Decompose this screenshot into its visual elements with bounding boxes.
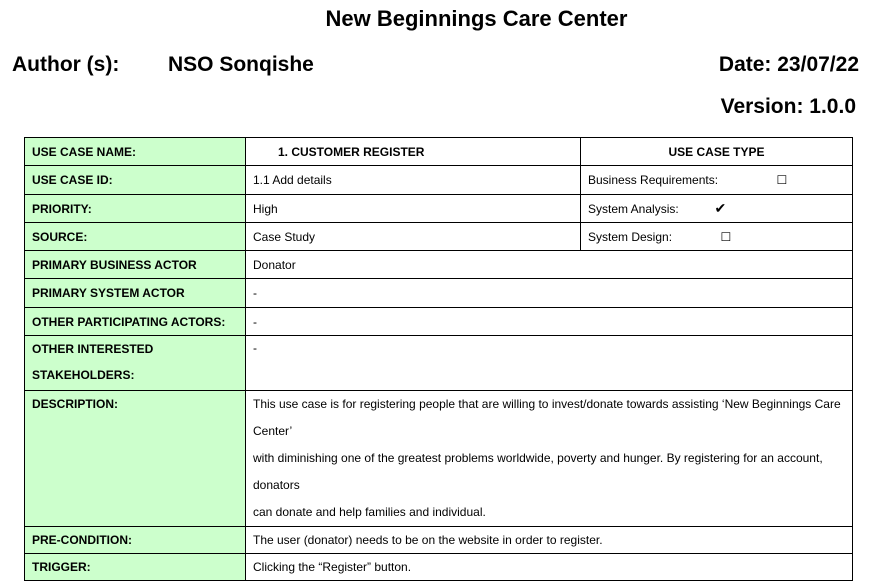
- other-interested-stakeholders-value: -: [246, 336, 853, 391]
- source-value: Case Study: [246, 223, 581, 251]
- table-row: [25, 166, 853, 195]
- table-row: [25, 223, 853, 251]
- use-case-type-header: USE CASE TYPE: [581, 138, 853, 166]
- primary-system-actor-label: PRIMARY SYSTEM ACTOR: [25, 279, 246, 308]
- other-participating-actors-value: -: [246, 308, 853, 336]
- table-row: [25, 138, 853, 166]
- description-line: This use case is for registering people that are willing to invest/donate towards assisting ‘New Beginnings Care Center’: [253, 397, 841, 438]
- empty-checkbox-icon: ☐: [776, 173, 788, 187]
- table-row: [25, 554, 853, 581]
- table-row: [25, 391, 853, 527]
- primary-business-actor-label: PRIMARY BUSINESS ACTOR: [25, 251, 246, 279]
- author-label: Author (s):: [12, 53, 120, 76]
- table-row: [25, 279, 853, 308]
- source-label: SOURCE:: [25, 223, 246, 251]
- table-row: [25, 195, 853, 223]
- precondition-value: The user (donator) needs to be on the website in order to register.: [246, 527, 853, 554]
- document-title: New Beginnings Care Center: [325, 6, 628, 31]
- use-case-table: [24, 137, 853, 581]
- priority-label: PRIORITY:: [25, 195, 246, 223]
- description-value: [246, 391, 853, 527]
- table-row: [25, 527, 853, 554]
- empty-checkbox-icon: ☐: [720, 229, 732, 244]
- business-requirements-checkbox: [777, 166, 853, 195]
- document-version: Version: 1.0.0: [720, 95, 856, 118]
- use-case-name-value: 1. CUSTOMER REGISTER: [246, 138, 581, 166]
- table-row: [25, 308, 853, 336]
- business-requirements-label: Business Requirements:: [581, 166, 777, 195]
- checkmark-icon: ✔: [714, 200, 727, 216]
- other-interested-label-line: OTHER INTERESTED: [32, 342, 154, 356]
- document-date: Date: 23/07/22: [718, 53, 859, 76]
- system-analysis-checkbox: [714, 195, 853, 223]
- trigger-value: Clicking the “Register” button.: [246, 554, 853, 581]
- priority-value: High: [246, 195, 581, 223]
- table-row: [25, 336, 853, 391]
- other-interested-stakeholders-label: [25, 336, 246, 391]
- author-value: NSO Sonqishe: [168, 53, 314, 76]
- stakeholders-label-line: STAKEHOLDERS:: [32, 368, 135, 382]
- trigger-label: TRIGGER:: [25, 554, 246, 581]
- table-row: [25, 251, 853, 279]
- description-line: can donate and help families and individual.: [253, 505, 486, 519]
- primary-system-actor-value: -: [246, 279, 853, 308]
- primary-business-actor-value: Donator: [246, 251, 853, 279]
- other-participating-actors-label: OTHER PARTICIPATING ACTORS:: [25, 308, 246, 336]
- use-case-id-value: 1.1 Add details: [246, 166, 581, 195]
- use-case-id-label: USE CASE ID:: [25, 166, 246, 195]
- use-case-name-label: USE CASE NAME:: [25, 138, 246, 166]
- system-design-label: System Design:: [581, 223, 777, 251]
- precondition-label: PRE-CONDITION:: [25, 527, 246, 554]
- description-label: DESCRIPTION:: [25, 391, 246, 527]
- system-design-checkbox: [720, 223, 853, 251]
- system-analysis-label: System Analysis:: [581, 195, 777, 223]
- description-line: with diminishing one of the greatest problems worldwide, poverty and hunger. By registering for an account, donators: [253, 451, 823, 492]
